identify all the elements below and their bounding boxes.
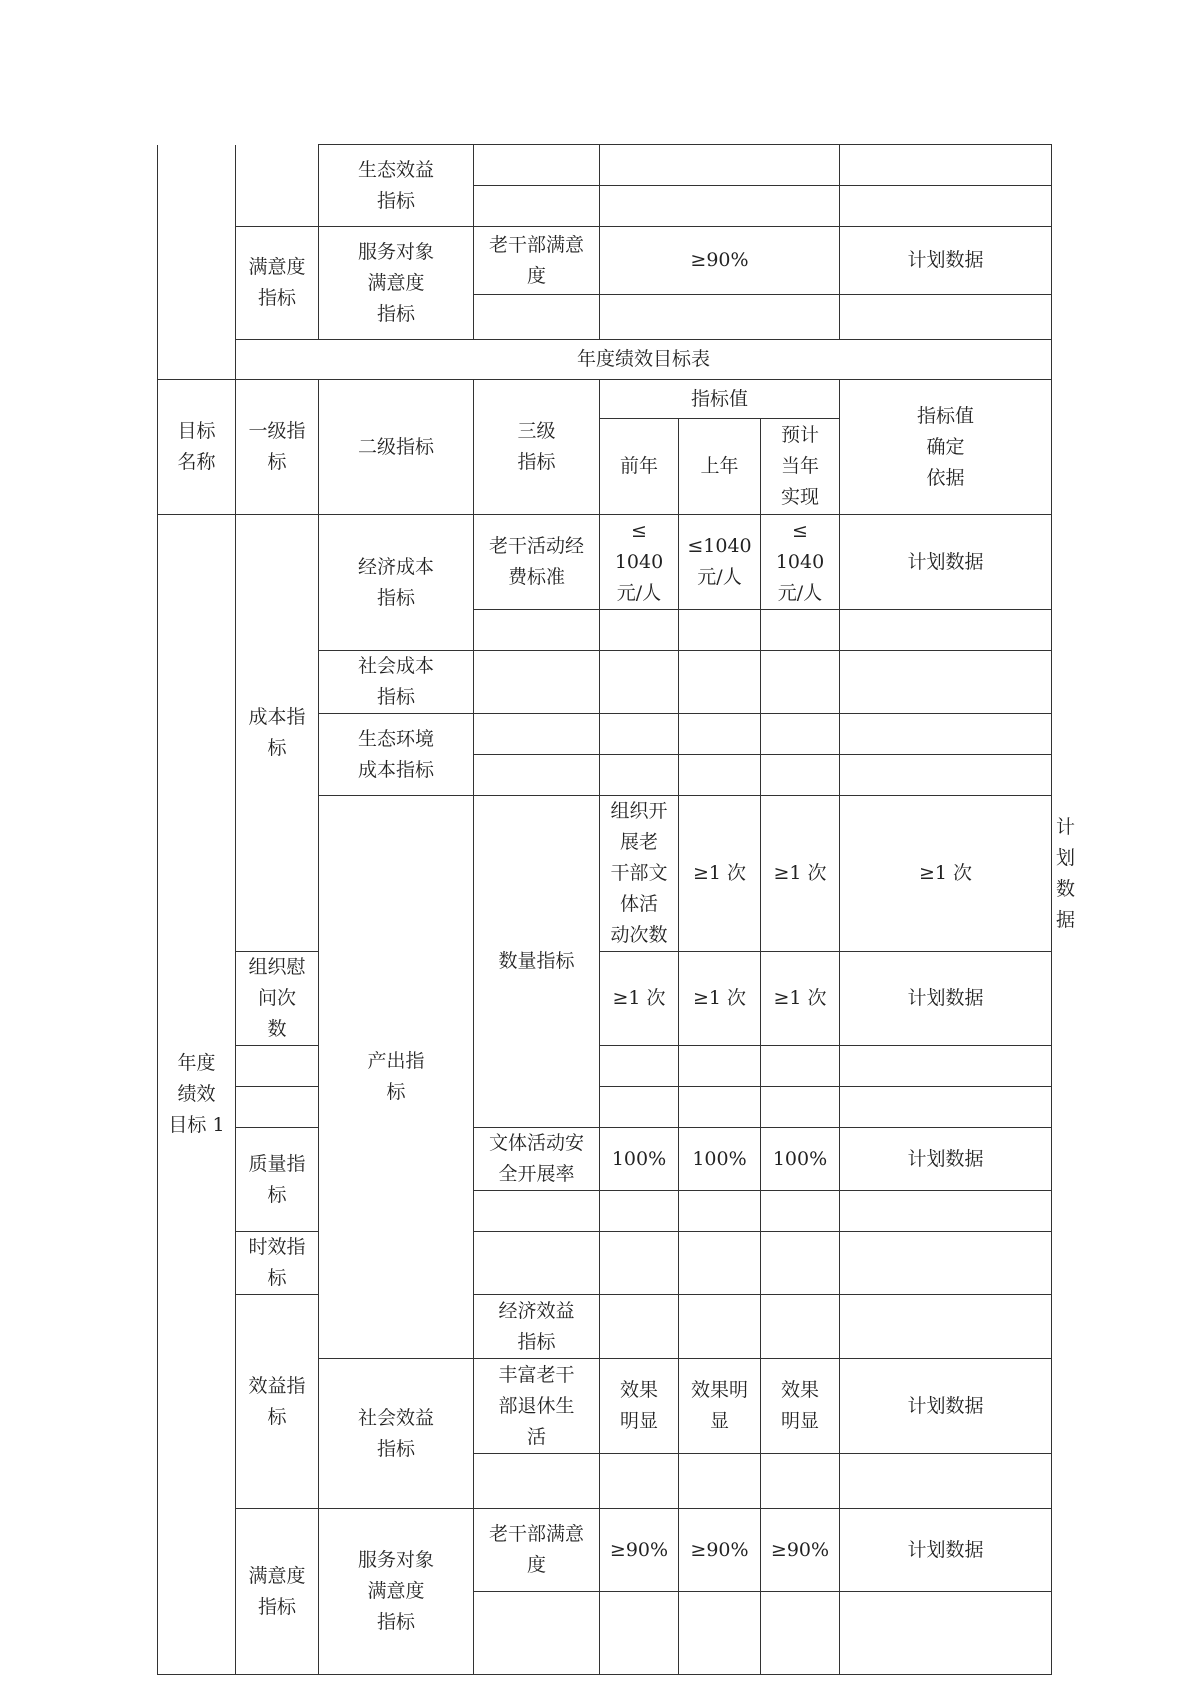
cell <box>679 1232 761 1295</box>
cell <box>679 1454 761 1509</box>
cell <box>761 755 840 796</box>
satisfaction-basis: 计划数据 <box>840 227 1052 295</box>
satisfaction-level2-label: 服务对象 满意度 指标 <box>319 227 474 340</box>
cell <box>474 295 600 340</box>
cell <box>679 610 761 651</box>
basis-cell: 计划数据 <box>840 1509 1052 1592</box>
cell <box>840 1295 1052 1359</box>
continued-target-cell <box>158 145 236 380</box>
cell <box>600 1592 679 1675</box>
cell <box>236 1046 319 1087</box>
cell <box>600 186 840 227</box>
eco-benefit-label: 生态效益 指标 <box>319 145 474 227</box>
economic-benefit-label: 经济效益 指标 <box>474 1295 600 1359</box>
cell <box>840 610 1052 651</box>
cell <box>761 1454 840 1509</box>
cell <box>679 1087 761 1128</box>
cell <box>840 1191 1052 1232</box>
satisfaction-level3-label: 老干部满意 度 <box>474 227 600 295</box>
timeliness-label: 时效指标 <box>236 1232 319 1295</box>
social-cost-label: 社会成本 指标 <box>319 651 474 714</box>
benefit-level1-label: 效益指 标 <box>236 1295 319 1509</box>
header-expected: 预计 当年 实现 <box>761 419 840 515</box>
prev-year-cell: ≥1 次 <box>600 952 679 1046</box>
header-level3: 三级 指标 <box>474 380 600 515</box>
cell <box>474 714 600 755</box>
level3-cell: 丰富老干 部退休生 活 <box>474 1359 600 1454</box>
expected-cell: 效果 明显 <box>761 1359 840 1454</box>
cost-level1-label: 成本指 标 <box>236 515 319 952</box>
service-satisfaction-label: 服务对象 满意度 指标 <box>319 1509 474 1675</box>
header-indicator-value: 指标值 <box>600 380 840 419</box>
quantity-label: 数量指标 <box>474 796 600 1128</box>
cell <box>840 1087 1052 1128</box>
output-level1-label: 产出指 标 <box>319 796 474 1359</box>
header-last-year: 上年 <box>679 419 761 515</box>
last-year-cell: 100% <box>679 1128 761 1191</box>
cell <box>600 1191 679 1232</box>
cell <box>600 1232 679 1295</box>
section-title: 年度绩效目标表 <box>236 340 1052 380</box>
cell <box>600 1087 679 1128</box>
cell <box>761 1295 840 1359</box>
expected-cell: ≥90% <box>761 1509 840 1592</box>
basis-cell: 计划数据 <box>840 1359 1052 1454</box>
last-year-cell: ≤1040 元/人 <box>679 515 761 610</box>
cell <box>840 1232 1052 1295</box>
prev-year-cell: 效果 明显 <box>600 1359 679 1454</box>
cell <box>600 295 840 340</box>
cell <box>474 1592 600 1675</box>
satisfaction-value: ≥90% <box>600 227 840 295</box>
continued-level1-cell <box>236 145 319 227</box>
cell <box>474 145 600 186</box>
prev-year-cell: 100% <box>600 1128 679 1191</box>
cell <box>600 1046 679 1087</box>
basis-cell: 计划数据 <box>840 515 1052 610</box>
expected-cell: ≥1 次 <box>840 796 1052 952</box>
last-year-cell: ≥90% <box>679 1509 761 1592</box>
prev-year-cell: ≤ 1040 元/人 <box>600 515 679 610</box>
level3-cell: 文体活动安 全开展率 <box>474 1128 600 1191</box>
cell <box>761 1191 840 1232</box>
cell <box>840 651 1052 714</box>
cell <box>474 610 600 651</box>
cell <box>600 1454 679 1509</box>
social-benefit-label: 社会效益 指标 <box>319 1359 474 1509</box>
cell <box>600 714 679 755</box>
prev-year-cell: ≥90% <box>600 1509 679 1592</box>
cell <box>600 145 840 186</box>
cell <box>761 1232 840 1295</box>
cell <box>840 755 1052 796</box>
cell <box>474 651 600 714</box>
expected-cell: ≥1 次 <box>761 952 840 1046</box>
cell <box>761 610 840 651</box>
level3-cell: 组织慰问次 数 <box>236 952 319 1046</box>
level3-cell: 组织开展老 干部文体活 动次数 <box>600 796 679 952</box>
expected-cell: 100% <box>761 1128 840 1191</box>
cell <box>761 1046 840 1087</box>
cell <box>679 714 761 755</box>
satisfaction-group-label: 满意度 指标 <box>236 1509 319 1675</box>
cell <box>679 1295 761 1359</box>
header-level2: 二级指标 <box>319 380 474 515</box>
last-year-cell: ≥1 次 <box>679 952 761 1046</box>
cell <box>474 1232 600 1295</box>
basis-cell: 计划数据 <box>840 1128 1052 1191</box>
header-prev-year: 前年 <box>600 419 679 515</box>
cell <box>840 295 1052 340</box>
header-level1: 一级指 标 <box>236 380 319 515</box>
cell <box>840 1046 1052 1087</box>
header-target-name: 目标 名称 <box>158 380 236 515</box>
cell <box>474 1191 600 1232</box>
env-cost-label: 生态环境 成本指标 <box>319 714 474 796</box>
level3-cell: 老干活动经 费标准 <box>474 515 600 610</box>
cell <box>600 1295 679 1359</box>
cell <box>600 755 679 796</box>
cell <box>679 1046 761 1087</box>
cell <box>840 1592 1052 1675</box>
cell <box>840 714 1052 755</box>
cell <box>600 610 679 651</box>
cell <box>761 1087 840 1128</box>
target-name-cell: 年度 绩效 目标 1 <box>158 515 236 1675</box>
cell <box>474 755 600 796</box>
cell <box>474 1454 600 1509</box>
quality-label: 质量指标 <box>236 1128 319 1232</box>
cell <box>761 651 840 714</box>
economic-cost-label: 经济成本 指标 <box>319 515 474 651</box>
satisfaction-level1-label: 满意度 指标 <box>236 227 319 340</box>
cell <box>679 1592 761 1675</box>
cell <box>761 714 840 755</box>
prev-year-cell: ≥1 次 <box>679 796 761 952</box>
last-year-cell: ≥1 次 <box>761 796 840 952</box>
cell <box>840 145 1052 186</box>
cell <box>679 651 761 714</box>
cell <box>474 186 600 227</box>
cell <box>600 651 679 714</box>
cell <box>840 1454 1052 1509</box>
expected-cell: ≤ 1040 元/人 <box>761 515 840 610</box>
last-year-cell: 效果明 显 <box>679 1359 761 1454</box>
cell <box>840 186 1052 227</box>
performance-table: 生态效益 指标 满意度 指标 服务对象 满意度 指标 老干部满意 度 ≥90% 计划数据 年度绩效目标表 目标 名称 一级指 标 二级指标 三级 指标 指标值 指标值 确定 依据 前年 上年 预计 当年 实现 年度 绩效 目标 1 成本指 标 经济成本 指标 老干活动经 费标准 ≤ 1040 元/人 ≤1040 元/人 ≤ 1040 元/人 计划数据 社会成本 指标 生态环境 成本指标 产出指 标 数量指标 组织开展老 干部文体活 动次数 ≥1 次 ≥1 次 ≥1 次 计划数据 组织慰问次 数 ≥1 次 ≥1 次 ≥1 次 计划数据 质量指标 文体活动安 全开展率 100% 100% 100% 计划数据 时效指标 效益指 标 经济效益 指标 社会效益 指标 丰富老干 部退休生 活 效果 明显 效果明 显 效果 明显 计划数据 满意度 指标 服务对象 满意度 指标 老干部满意 度 ≥90% ≥90% ≥90% 计划数据 <box>157 144 1052 1675</box>
basis-cell: 计划数据 <box>840 952 1052 1046</box>
cell <box>679 1191 761 1232</box>
cell <box>679 755 761 796</box>
cell <box>761 1592 840 1675</box>
header-basis: 指标值 确定 依据 <box>840 380 1052 515</box>
cell <box>236 1087 319 1128</box>
level3-cell: 老干部满意 度 <box>474 1509 600 1592</box>
